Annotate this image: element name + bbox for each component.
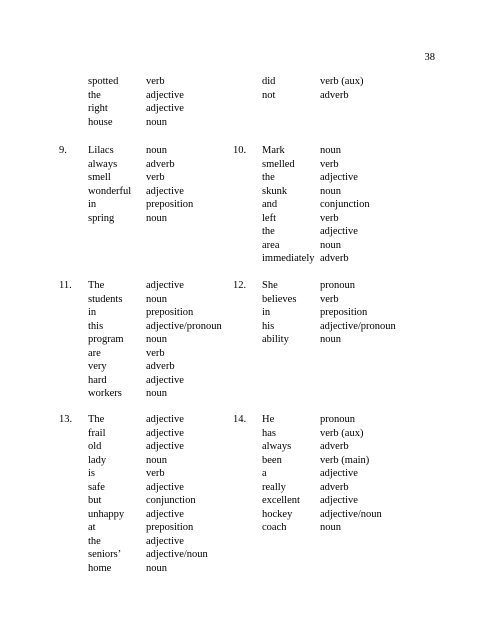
- left-part-of-speech: noun: [146, 388, 167, 399]
- right-word: his: [262, 320, 275, 332]
- left-word: always: [88, 158, 118, 170]
- right-word: smelled: [262, 158, 295, 170]
- table-row: [0, 374, 495, 388]
- left-word: The: [88, 414, 105, 425]
- left-part-of-speech: verb: [146, 347, 165, 359]
- left-part-of-speech: adjective/pronoun: [146, 320, 222, 332]
- left-word: Lilacs: [88, 145, 114, 156]
- left-word: students: [88, 293, 123, 305]
- right-part-of-speech: adjective: [320, 226, 358, 237]
- table-row: [0, 562, 495, 576]
- table-row: [0, 116, 495, 130]
- left-word: frail: [88, 427, 106, 439]
- right-part-of-speech: adverb: [320, 481, 349, 493]
- left-part-of-speech: verb: [146, 76, 165, 87]
- left-part-of-speech: conjunction: [146, 495, 196, 506]
- left-part-of-speech: preposition: [146, 522, 194, 533]
- right-word: been: [262, 454, 282, 466]
- left-word: this: [88, 320, 104, 332]
- left-part-of-speech: noun: [146, 145, 167, 156]
- right-item-number: 12.: [233, 280, 247, 291]
- table-row: [0, 333, 495, 347]
- table-row: [0, 440, 495, 454]
- left-word: workers: [88, 388, 122, 399]
- right-word: hockey: [262, 508, 293, 520]
- right-word: He: [262, 414, 275, 425]
- left-part-of-speech: adjective: [146, 481, 184, 493]
- right-part-of-speech: noun: [320, 239, 341, 251]
- table-row: [0, 102, 495, 116]
- table-row: [0, 279, 495, 293]
- table-row: [0, 535, 495, 549]
- right-item-number: 10.: [233, 145, 247, 156]
- left-word: in: [88, 307, 97, 318]
- right-part-of-speech: verb: [320, 212, 339, 224]
- left-word: the: [88, 89, 101, 101]
- right-part-of-speech: adverb: [320, 441, 349, 452]
- left-part-of-speech: noun: [146, 293, 167, 305]
- table-row: [0, 481, 495, 495]
- table-row: [0, 427, 495, 441]
- right-word: She: [262, 280, 278, 291]
- table-row: [0, 508, 495, 522]
- table-row: [0, 89, 495, 103]
- table-row: [0, 225, 495, 239]
- left-word: house: [88, 116, 113, 128]
- right-part-of-speech: conjunction: [320, 199, 370, 210]
- left-word: home: [88, 562, 112, 574]
- left-word: very: [88, 361, 107, 372]
- right-part-of-speech: verb (aux): [320, 427, 364, 439]
- right-part-of-speech: noun: [320, 522, 341, 533]
- right-part-of-speech: adjective/pronoun: [320, 320, 396, 332]
- left-part-of-speech: adjective: [146, 185, 184, 197]
- table-row: [0, 171, 495, 185]
- table-row: [0, 494, 495, 508]
- left-word: at: [88, 522, 96, 533]
- left-word: spring: [88, 212, 115, 224]
- left-word: program: [88, 334, 124, 345]
- left-word: seniors’: [88, 549, 122, 560]
- right-word: coach: [262, 522, 287, 533]
- right-part-of-speech: pronoun: [320, 280, 355, 291]
- right-word: excellent: [262, 495, 300, 506]
- left-word: old: [88, 441, 102, 452]
- left-part-of-speech: adjective: [146, 535, 184, 547]
- right-part-of-speech: adjective: [320, 495, 358, 506]
- table-row: [0, 306, 495, 320]
- right-word: skunk: [262, 185, 288, 197]
- left-part-of-speech: adjective: [146, 374, 184, 386]
- left-part-of-speech: noun: [146, 116, 167, 128]
- left-word: hard: [88, 374, 107, 386]
- page-number: 38: [424, 52, 435, 63]
- table-row: [0, 144, 495, 158]
- right-word: immediately: [262, 253, 315, 264]
- left-item-number: 11.: [59, 280, 72, 291]
- table-row: [0, 360, 495, 374]
- left-part-of-speech: adjective: [146, 441, 184, 452]
- left-item-number: 9.: [59, 145, 67, 156]
- left-item-number: 13.: [59, 414, 73, 425]
- right-part-of-speech: noun: [320, 145, 341, 156]
- left-part-of-speech: adjective: [146, 280, 184, 291]
- right-part-of-speech: adverb: [320, 253, 349, 264]
- left-word: are: [88, 347, 101, 359]
- right-word: the: [262, 172, 275, 183]
- left-part-of-speech: adjective: [146, 103, 184, 114]
- table-row: [0, 467, 495, 481]
- left-part-of-speech: noun: [146, 212, 167, 224]
- left-part-of-speech: noun: [146, 454, 167, 466]
- table-row: [0, 212, 495, 226]
- right-word: believes: [262, 293, 297, 305]
- table-row: [0, 239, 495, 253]
- table-row: [0, 293, 495, 307]
- left-part-of-speech: adverb: [146, 158, 175, 170]
- right-part-of-speech: adverb: [320, 89, 349, 101]
- table-row: [0, 320, 495, 334]
- right-word: always: [262, 441, 292, 452]
- left-word: in: [88, 199, 97, 210]
- left-part-of-speech: noun: [146, 562, 167, 574]
- right-part-of-speech: verb: [320, 293, 339, 305]
- left-word: spotted: [88, 76, 119, 87]
- left-word: safe: [88, 481, 105, 493]
- right-word: ability: [262, 334, 289, 345]
- right-part-of-speech: preposition: [320, 307, 368, 318]
- right-word: in: [262, 307, 271, 318]
- left-part-of-speech: adjective: [146, 508, 184, 520]
- left-part-of-speech: verb: [146, 172, 165, 183]
- left-part-of-speech: adjective: [146, 414, 184, 425]
- right-word: not: [262, 89, 276, 101]
- table-row: [0, 548, 495, 562]
- table-row: [0, 75, 495, 89]
- right-part-of-speech: verb (main): [320, 454, 370, 466]
- right-word: Mark: [262, 145, 285, 156]
- table-row: [0, 198, 495, 212]
- table-row: [0, 252, 495, 266]
- right-part-of-speech: verb (aux): [320, 76, 364, 87]
- right-word: the: [262, 226, 275, 237]
- right-part-of-speech: adjective: [320, 172, 358, 183]
- left-part-of-speech: adjective: [146, 89, 184, 101]
- table-row: [0, 158, 495, 172]
- right-item-number: 14.: [233, 414, 247, 425]
- table-row: [0, 347, 495, 361]
- table-row: [0, 185, 495, 199]
- left-word: the: [88, 535, 101, 547]
- right-part-of-speech: verb: [320, 158, 339, 170]
- left-part-of-speech: noun: [146, 334, 167, 345]
- left-word: unhappy: [88, 508, 125, 520]
- left-word: smell: [88, 172, 111, 183]
- right-part-of-speech: noun: [320, 185, 341, 197]
- right-word: and: [262, 199, 278, 210]
- right-part-of-speech: noun: [320, 334, 341, 345]
- table-row: [0, 454, 495, 468]
- left-part-of-speech: adjective: [146, 427, 184, 439]
- table-row: [0, 521, 495, 535]
- right-part-of-speech: adjective/noun: [320, 508, 382, 520]
- right-word: left: [262, 212, 276, 224]
- right-part-of-speech: adjective: [320, 468, 358, 479]
- left-word: but: [88, 495, 102, 506]
- left-part-of-speech: preposition: [146, 307, 194, 318]
- right-word: has: [262, 427, 276, 439]
- left-word: lady: [88, 454, 107, 466]
- right-word: really: [262, 481, 286, 493]
- left-word: is: [88, 468, 96, 479]
- left-word: right: [88, 103, 108, 114]
- left-part-of-speech: preposition: [146, 199, 194, 210]
- right-word: a: [262, 468, 267, 479]
- left-word: wonderful: [88, 185, 132, 197]
- right-part-of-speech: pronoun: [320, 414, 355, 425]
- table-row: [0, 413, 495, 427]
- left-part-of-speech: adjective/noun: [146, 549, 208, 560]
- right-word: area: [262, 239, 280, 251]
- left-part-of-speech: adverb: [146, 361, 175, 372]
- right-word: did: [262, 76, 276, 87]
- left-part-of-speech: verb: [146, 468, 165, 479]
- left-word: The: [88, 280, 105, 291]
- table-row: [0, 387, 495, 401]
